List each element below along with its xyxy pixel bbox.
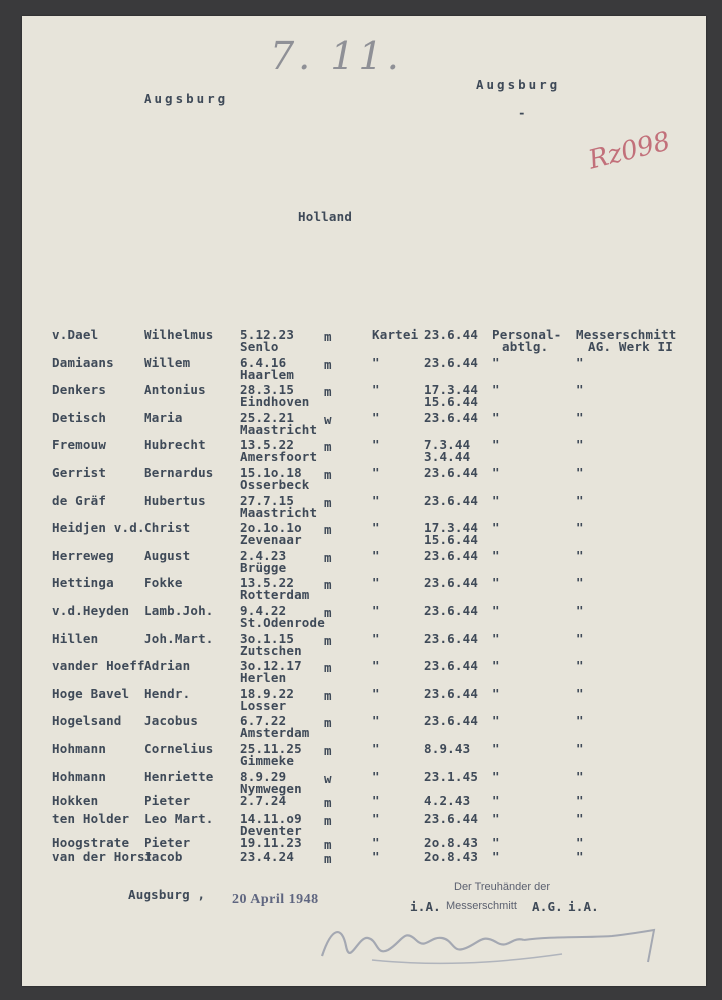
row-department: " [492,437,500,453]
row-birth-place: Gimmeke [240,753,295,768]
row-source: " [372,354,380,370]
row-birth-place: Deventer [240,822,302,838]
red-annotation: Rz098 [585,126,674,176]
row-given-name: Fokke [144,575,183,591]
row-source: " [372,630,380,646]
row-surname: Hillen [52,630,99,646]
row-employer: " [576,810,584,826]
row-birth-date: 2o.1o.1o [240,520,302,536]
row-entry-date: 23.6.44 [424,409,479,425]
footer-ia-left: i.A. [410,899,441,914]
row-entry-date: 23.6.44 [424,603,479,618]
row-surname: Hettinga [52,575,114,591]
row-birth-date: 15.1o.18 [240,465,302,480]
handwritten-signature [312,906,672,976]
row-entry-date: 2o.8.43 [424,834,479,850]
row-employer: " [576,658,584,674]
row-department: " [492,741,500,756]
row-given-name: Wilhelmus [144,327,214,342]
row-source: " [372,492,380,508]
row-department: " [492,658,500,674]
row-surname: Detisch [52,409,107,425]
row-sex: m [324,812,332,828]
row-surname: Fremouw [52,437,107,453]
row-given-name: Bernardus [144,465,214,480]
row-source: " [372,834,380,850]
row-given-name: Hendr. [144,685,191,701]
row-department-2: abtlg. [502,339,549,354]
row-surname: Gerrist [52,465,107,480]
row-surname: Hokken [52,792,99,808]
row-source: " [372,603,380,618]
row-birth-place: Senlo [240,339,279,354]
row-entry-date-2: 15.6.44 [424,532,479,548]
row-given-name: Jacobus [144,713,199,729]
row-entry-date: 23.6.44 [424,465,479,480]
row-source: " [372,685,380,701]
row-birth-date: 27.7.15 [240,492,295,508]
footer-ag-suffix: A.G. [532,899,563,914]
row-surname: vander Hoeff [52,658,145,674]
row-given-name: August [144,547,191,563]
row-surname: Hoge Bavel [52,685,130,701]
row-employer: " [576,603,584,618]
row-department: " [492,792,500,808]
row-source: " [372,437,380,453]
row-source: " [372,658,380,674]
row-surname: v.Dael [52,327,99,342]
row-entry-date-2: 3.4.44 [424,449,471,465]
row-entry-date: 23.6.44 [424,685,479,701]
row-given-name: Christ [144,520,191,536]
row-sex: w [324,770,332,786]
row-department: " [492,810,500,826]
row-employer: " [576,713,584,729]
row-source: " [372,409,380,425]
row-sex: m [324,439,332,455]
row-surname: de Gräf [52,492,107,508]
row-employer: Messerschmitt [576,327,677,342]
row-given-name: Cornelius [144,741,214,756]
row-source: " [372,382,380,398]
row-birth-place: Rotterdam [240,587,310,603]
row-sex: m [324,605,332,620]
row-surname: Herreweg [52,547,114,563]
row-given-name: Antonius [144,382,206,398]
row-department: " [492,603,500,618]
row-sex: m [324,356,332,372]
row-department: " [492,685,500,701]
pencil-note: 7. 11. [270,34,403,78]
row-entry-date: 4.2.43 [424,792,471,808]
row-sex: m [324,494,332,510]
row-department: " [492,547,500,563]
row-given-name: Willem [144,354,191,370]
row-birth-date: 25.2.21 [240,409,295,425]
row-surname: ten Holder [52,810,130,826]
row-surname: Hogelsand [52,713,122,729]
row-entry-date: 17.3.44 [424,520,479,536]
row-employer: " [576,848,584,864]
row-given-name: Hubrecht [144,437,206,453]
row-source: " [372,768,380,784]
row-sex: m [324,549,332,565]
row-surname: Hohmann [52,768,107,784]
row-given-name: Henriette [144,768,214,784]
row-entry-date: 23.6.44 [424,630,479,646]
row-birth-place: Haarlem [240,366,295,382]
row-department: " [492,382,500,398]
row-employer: " [576,382,584,398]
row-birth-date: 14.11.o9 [240,810,302,826]
row-given-name: Maria [144,409,183,425]
row-birth-date: 13.5.22 [240,575,295,591]
row-sex: m [324,467,332,482]
row-source: " [372,547,380,563]
footer-city: Augsburg , [128,887,206,902]
row-entry-date: 23.1.45 [424,768,479,784]
row-sex: m [324,850,332,866]
row-employer: " [576,520,584,536]
row-entry-date: 8.9.43 [424,741,471,756]
row-surname: Hoogstrate [52,834,130,850]
header-right-city: Augsburg [476,77,561,92]
row-birth-date: 19.11.23 [240,834,302,850]
row-department: " [492,409,500,425]
row-sex: m [324,836,332,852]
row-birth-place: Losser [240,697,287,713]
row-birth-date: 2.7.24 [240,792,287,808]
row-employer: " [576,768,584,784]
row-birth-date: 13.5.22 [240,437,295,453]
row-birth-place: Eindhoven [240,394,310,410]
date-stamp: 20 April 1948 [232,892,319,907]
row-birth-date: 6.7.22 [240,713,287,729]
row-source: Kartei [372,327,419,342]
row-birth-place: Zutschen [240,642,302,658]
row-employer: " [576,575,584,591]
row-source: " [372,575,380,591]
row-department: " [492,354,500,370]
row-given-name: Lamb.Joh. [144,603,214,618]
row-birth-place: Maastricht [240,504,318,520]
row-surname: Heidjen v.d. [52,520,145,536]
row-source: " [372,810,380,826]
trustee-stamp-line1: Der Treuhänder der [454,881,550,893]
row-department: " [492,848,500,864]
row-employer: " [576,834,584,850]
row-sex: m [324,632,332,648]
row-sex: m [324,743,332,758]
row-surname: Damiaans [52,354,114,370]
row-birth-place: Nymwegen [240,780,302,796]
footer-ia-right: i.A. [568,899,599,914]
row-entry-date: 23.6.44 [424,713,479,729]
row-surname: Denkers [52,382,107,398]
row-given-name: Jacob [144,848,183,864]
row-surname: van der Horst [52,848,153,864]
row-source: " [372,713,380,729]
row-sex: m [324,687,332,703]
row-employer: " [576,437,584,453]
row-department: " [492,520,500,536]
row-birth-date: 9.4.22 [240,603,287,618]
row-birth-place: Herlen [240,670,287,686]
row-birth-date: 6.4.16 [240,354,287,370]
row-given-name: Joh.Mart. [144,630,214,646]
row-sex: m [324,577,332,593]
row-given-name: Hubertus [144,492,206,508]
row-entry-date: 23.6.44 [424,492,479,508]
row-sex: m [324,522,332,538]
row-birth-date: 25.11.25 [240,741,302,756]
row-birth-place: St.Odenrode [240,615,325,630]
row-employer: " [576,547,584,563]
row-birth-date: 23.4.24 [240,848,295,864]
row-entry-date: 23.6.44 [424,327,479,342]
row-birth-date: 5.12.23 [240,327,295,342]
row-source: " [372,465,380,480]
row-birth-place: Zevenaar [240,532,302,548]
row-department: Personal- [492,327,562,342]
row-department: " [492,834,500,850]
row-birth-place: Brügge [240,559,287,575]
row-given-name: Pieter [144,792,191,808]
row-sex: w [324,411,332,427]
row-birth-date: 18.9.22 [240,685,295,701]
row-birth-place: Amsterdam [240,725,310,741]
header-left-city: Augsburg [144,91,229,106]
row-entry-date: 23.6.44 [424,658,479,674]
row-given-name: Leo Mart. [144,810,214,826]
row-birth-date: 8.9.29 [240,768,287,784]
row-employer: " [576,409,584,425]
row-department: " [492,713,500,729]
row-entry-date: 17.3.44 [424,382,479,398]
row-sex: m [324,660,332,676]
row-employer: " [576,354,584,370]
row-surname: Hohmann [52,741,107,756]
row-employer: " [576,685,584,701]
row-entry-date: 2o.8.43 [424,848,479,864]
trustee-stamp-line2: Messerschmitt [446,900,517,912]
row-employer: " [576,630,584,646]
row-source: " [372,848,380,864]
row-source: " [372,792,380,808]
row-birth-place: Maastricht [240,421,318,437]
row-entry-date: 23.6.44 [424,354,479,370]
row-birth-date: 3o.1.15 [240,630,295,646]
row-surname: v.d.Heyden [52,603,130,618]
row-source: " [372,741,380,756]
row-entry-date: 7.3.44 [424,437,471,453]
row-department: " [492,492,500,508]
row-sex: m [324,715,332,731]
row-entry-date: 23.6.44 [424,575,479,591]
row-given-name: Pieter [144,834,191,850]
row-birth-date: 2.4.23 [240,547,287,563]
row-employer: " [576,465,584,480]
country-heading: Holland [298,209,353,224]
row-employer-2: AG. Werk II [588,339,673,354]
document-page [22,16,706,986]
row-entry-date: 23.6.44 [424,547,479,563]
row-employer: " [576,741,584,756]
row-entry-date: 23.6.44 [424,810,479,826]
row-birth-place: Amersfoort [240,449,318,465]
row-department: " [492,575,500,591]
row-birth-date: 28.3.15 [240,382,295,398]
row-sex: m [324,329,332,344]
header-right-dash: - [518,105,526,120]
row-department: " [492,768,500,784]
row-birth-place: Osserbeck [240,477,310,492]
row-given-name: Adrian [144,658,191,674]
row-source: " [372,520,380,536]
row-employer: " [576,792,584,808]
row-department: " [492,630,500,646]
row-sex: m [324,384,332,400]
row-employer: " [576,492,584,508]
row-department: " [492,465,500,480]
row-sex: m [324,794,332,810]
row-entry-date-2: 15.6.44 [424,394,479,410]
row-birth-date: 3o.12.17 [240,658,302,674]
